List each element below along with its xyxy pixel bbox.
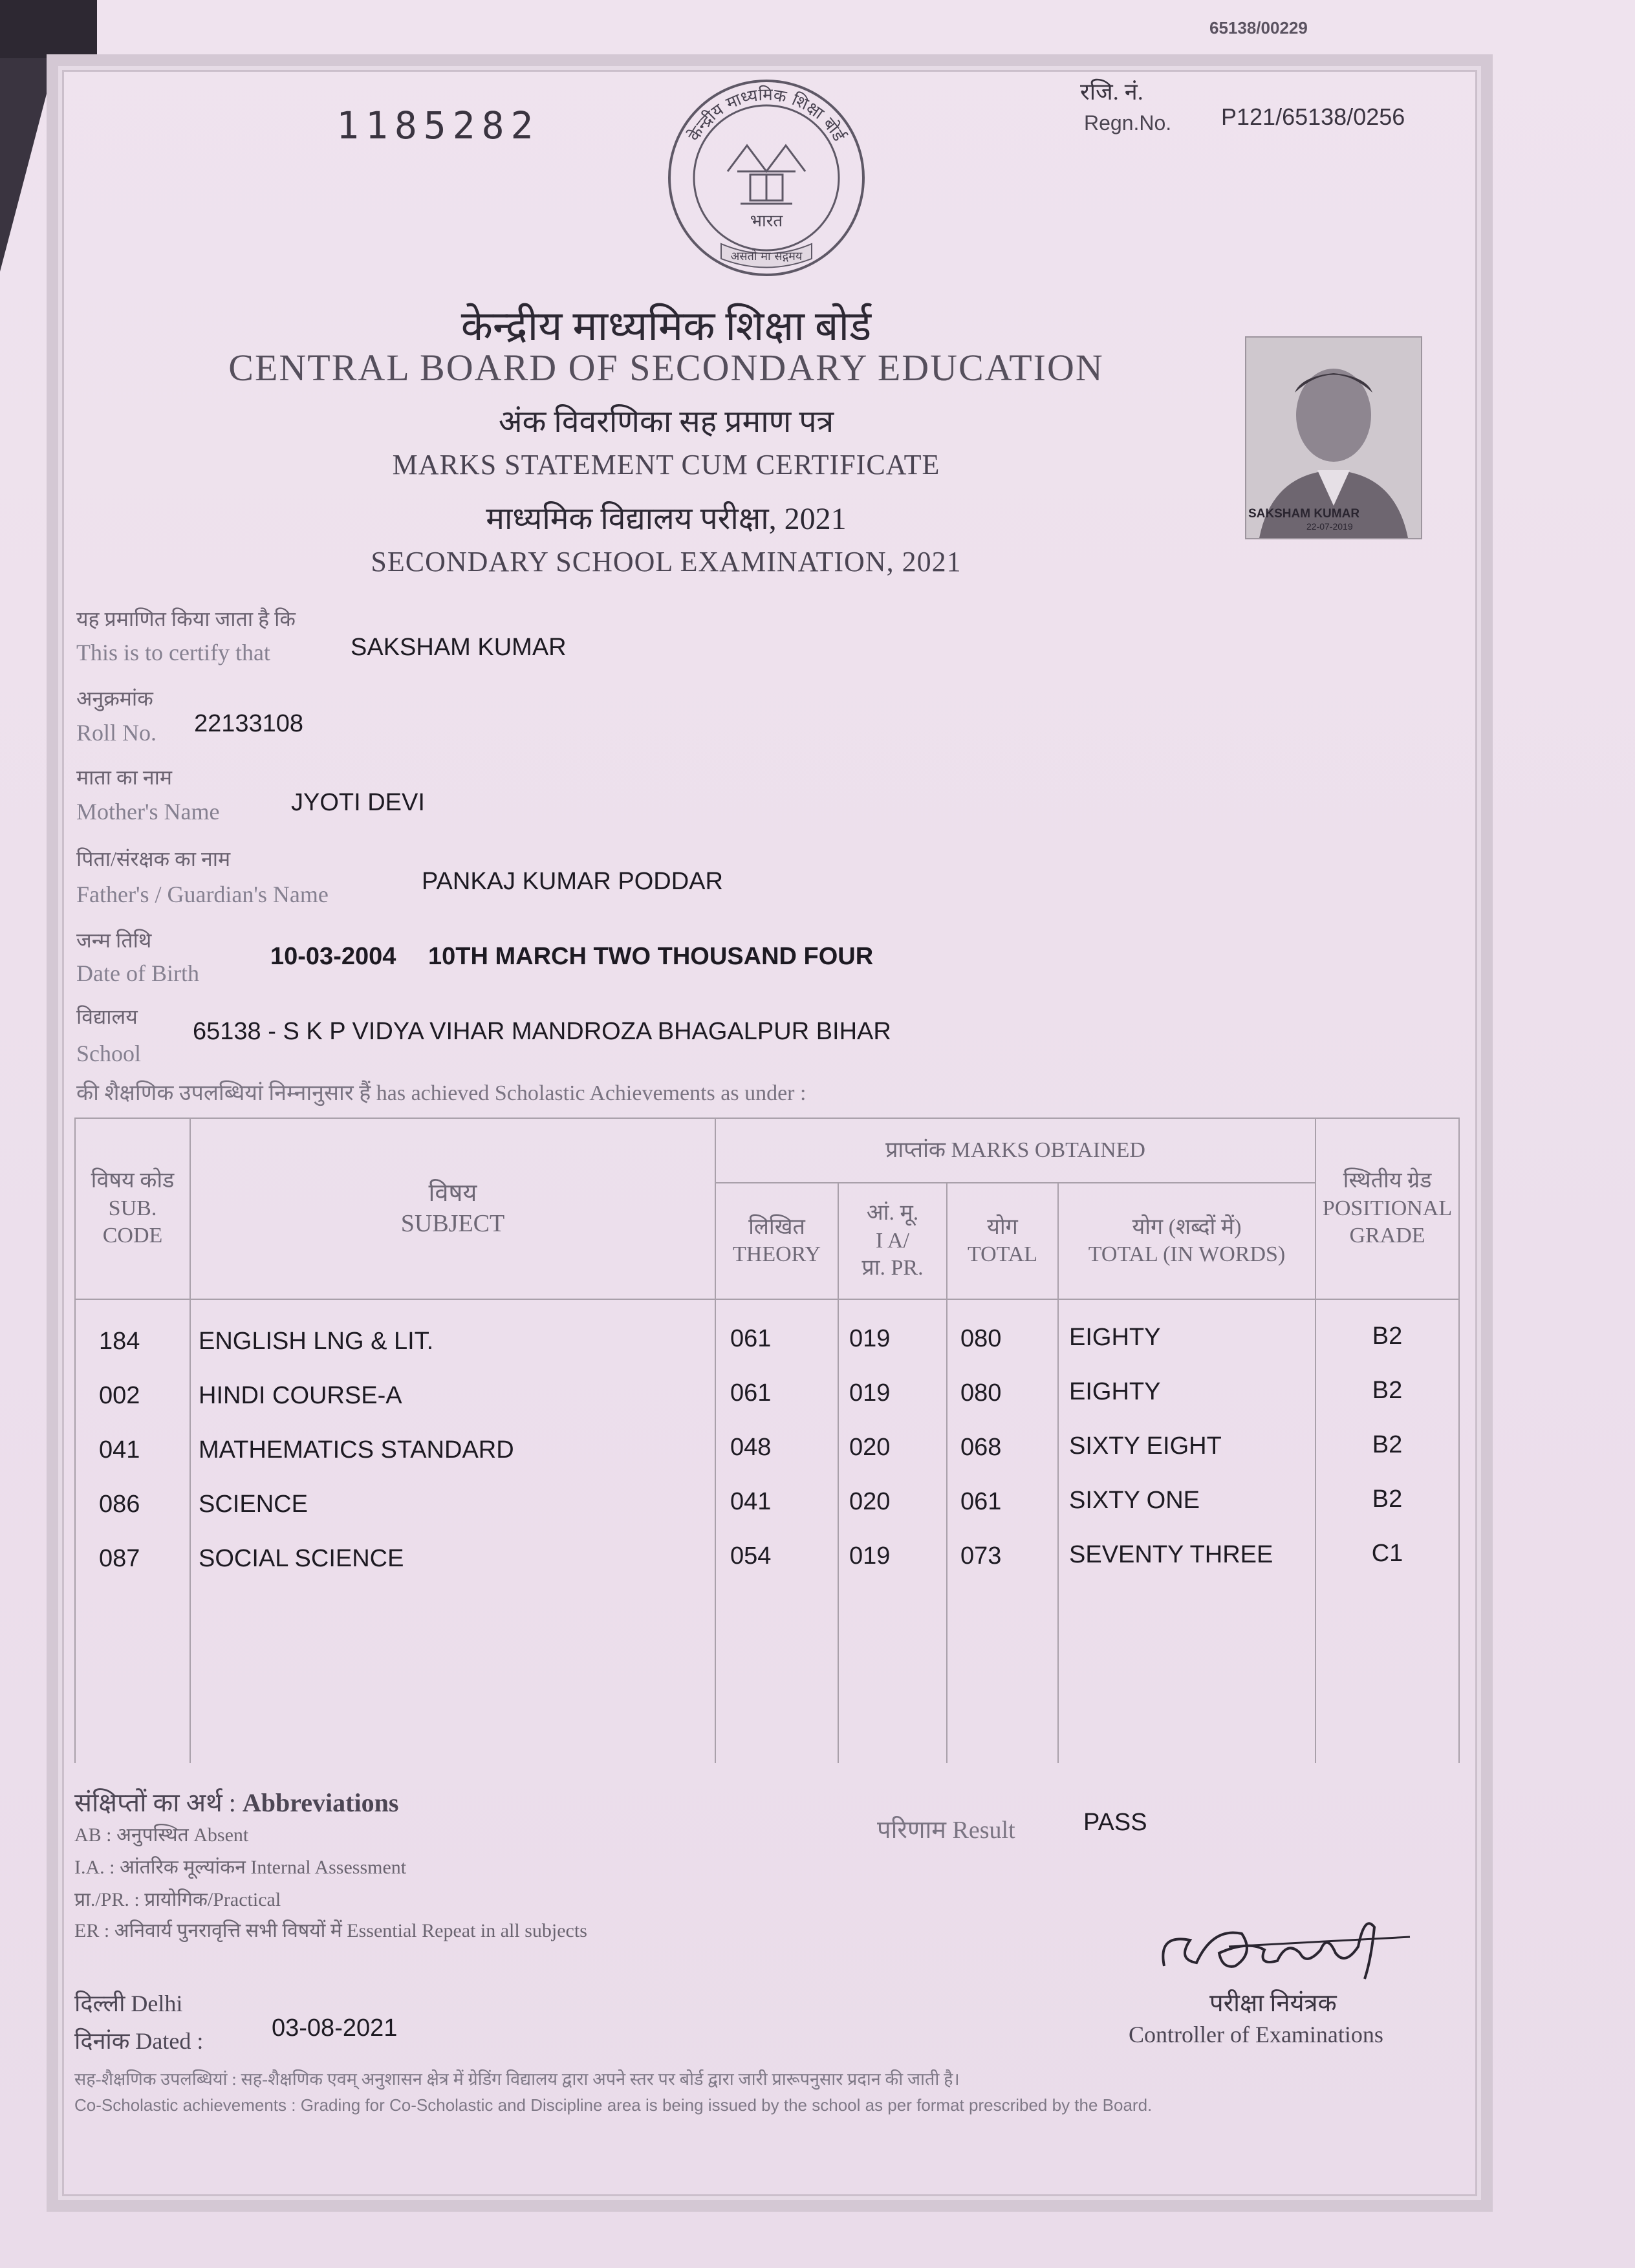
emblem-ribbon-text: असतो मा सद्गमय [730, 250, 803, 263]
serial-number: 1185282 [336, 103, 540, 147]
abbreviation-item: ER : अनिवार्य पुनरावृत्ति सभी विषयों में Essential Repeat in all subjects [74, 1920, 587, 1941]
row-code: 087 [99, 1545, 140, 1572]
row-ia: 019 [849, 1542, 891, 1570]
ia-column [838, 1299, 947, 1763]
col-header-code-en1: SUB. [108, 1196, 157, 1220]
row-total: 061 [960, 1488, 1002, 1515]
top-code: 65138/00229 [1209, 18, 1308, 38]
row-words: SIXTY EIGHT [1069, 1432, 1222, 1460]
code-column [75, 1299, 190, 1763]
school-label: School [76, 1041, 142, 1066]
col-header-marks-english: MARKS OBTAINED [951, 1138, 1145, 1162]
controller-signature-icon [1151, 1888, 1429, 1992]
regn-label: Regn.No. [1084, 111, 1172, 135]
achievements-intro [76, 1077, 806, 1107]
page-corner-dark [0, 0, 97, 58]
col-header-marks [715, 1118, 1316, 1183]
row-subject: ENGLISH LNG & LIT. [199, 1328, 434, 1355]
student-name: SAKSHAM KUMAR [351, 634, 567, 661]
row-subject: HINDI COURSE-A [199, 1382, 402, 1409]
col-header-theory-english: THEORY [733, 1242, 821, 1266]
col-header-total [947, 1183, 1058, 1299]
result-label-hindi: परिणाम [877, 1817, 947, 1844]
col-header-subject-english: SUBJECT [400, 1210, 505, 1237]
dated-label [74, 2024, 203, 2056]
father-name: PANKAJ KUMAR PODDAR [422, 868, 723, 895]
mother-label: Mother's Name [76, 799, 220, 825]
abbreviation-item: I.A. : आंतरिक मूल्यांकन Internal Assessment [74, 1857, 407, 1878]
row-code: 041 [99, 1436, 140, 1463]
col-header-ia-english: I A/ [876, 1228, 909, 1253]
col-header-words [1058, 1183, 1316, 1299]
result-label-english: Result [952, 1817, 1015, 1844]
exam-title: SECONDARY SCHOOL EXAMINATION, 2021 [371, 546, 962, 578]
footer-note: Co-Scholastic achievements : Grading for Co-Scholastic and Discipline area is being issued by the school as per format prescribed by the Board. [74, 2095, 1153, 2115]
col-header-grade-hindi: स्थितीय ग्रेड [1343, 1169, 1432, 1193]
roll-label: Roll No. [76, 720, 157, 746]
row-code: 086 [99, 1491, 140, 1518]
row-code: 002 [99, 1382, 140, 1409]
school-name: 65138 - S K P VIDYA VIHAR MANDROZA BHAGALPUR BIHAR [193, 1018, 891, 1045]
row-theory: 054 [730, 1542, 772, 1570]
board-title-hindi: केन्द्रीय माध्यमिक शिक्षा बोर्ड [460, 303, 872, 349]
row-ia: 020 [849, 1434, 891, 1461]
achievements-intro-hindi: की शैक्षणिक उपलब्धियां निम्नानुसार हैं [76, 1081, 371, 1105]
regn-label-hindi: रजि. नं. [1080, 79, 1143, 105]
document-title-hindi: अंक विवरणिका सह प्रमाण पत्र [498, 405, 834, 439]
mother-label-hindi: माता का नाम [76, 766, 173, 789]
col-header-words-hindi: योग (शब्दों में) [1132, 1215, 1242, 1239]
row-total: 068 [960, 1434, 1002, 1461]
document-title: MARKS STATEMENT CUM CERTIFICATE [392, 449, 940, 481]
abbreviations-title-english: Abbreviations [242, 1788, 399, 1817]
col-header-code-en2: CODE [102, 1224, 163, 1248]
abbreviation-item: प्रा./PR. : प्रायोगिक/Practical [74, 1889, 281, 1910]
col-header-subject [190, 1118, 715, 1299]
theory-column [715, 1299, 838, 1763]
dob-label: Date of Birth [76, 960, 199, 986]
row-grade: B2 [1372, 1431, 1403, 1458]
row-total: 073 [960, 1542, 1002, 1570]
place-hindi: दिल्ली [74, 1991, 125, 2016]
row-subject: MATHEMATICS STANDARD [199, 1436, 514, 1463]
row-ia: 019 [849, 1325, 891, 1352]
col-header-marks-hindi: प्राप्तांक [885, 1138, 946, 1162]
board-title: CENTRAL BOARD OF SECONDARY EDUCATION [228, 347, 1104, 389]
col-header-theory [715, 1183, 838, 1299]
emblem-bharat-text: भारत [750, 211, 783, 231]
dob-value: 10-03-2004 [270, 943, 396, 970]
exam-title-hindi: माध्यमिक विद्यालय परीक्षा, 2021 [486, 502, 847, 536]
controller-title: Controller of Examinations [1129, 2022, 1383, 2047]
row-words: SEVENTY THREE [1069, 1541, 1273, 1568]
row-grade: B2 [1372, 1377, 1403, 1404]
dob-words: 10TH MARCH TWO THOUSAND FOUR [428, 943, 874, 970]
certify-label-hindi: यह प्रमाणित किया जाता है कि [76, 607, 296, 631]
col-header-code-hindi: विषय कोड [91, 1169, 175, 1193]
achievements-intro-english: has achieved Scholastic Achievements as under : [376, 1081, 807, 1105]
col-header-subject-hindi: विषय [428, 1179, 477, 1207]
col-header-words-english: TOTAL (IN WORDS) [1088, 1242, 1286, 1266]
col-header-grade [1316, 1118, 1459, 1299]
col-header-grade-en1: POSITIONAL [1322, 1196, 1453, 1220]
row-subject: SOCIAL SCIENCE [199, 1545, 404, 1572]
total-column [947, 1299, 1058, 1763]
row-subject: SCIENCE [199, 1491, 308, 1518]
dated-hindi: दिनांक [74, 2028, 130, 2054]
col-header-theory-hindi: लिखित [748, 1215, 805, 1239]
father-label-hindi: पिता/संरक्षक का नाम [76, 847, 231, 870]
regn-number: P121/65138/0256 [1221, 103, 1405, 130]
col-header-total-hindi: योग [987, 1215, 1018, 1239]
abbreviations-title-hindi: संक्षिप्तों का अर्थ : [74, 1788, 236, 1817]
col-header-code [75, 1118, 190, 1299]
abbreviation-item: AB : अनुपस्थित Absent [74, 1824, 249, 1846]
dob-label-hindi: जन्म तिथि [76, 929, 152, 952]
col-header-ia-hindi: आं. मू. [866, 1201, 919, 1226]
dated-english: Dated : [135, 2028, 204, 2054]
father-label: Father's / Guardian's Name [76, 881, 329, 907]
roll-label-hindi: अनुक्रमांक [76, 687, 153, 710]
col-header-ia [838, 1183, 947, 1299]
col-header-ia-pr: प्रा. PR. [861, 1256, 924, 1280]
row-theory: 041 [730, 1488, 772, 1515]
row-grade: B2 [1372, 1323, 1403, 1350]
result-value: PASS [1083, 1809, 1147, 1836]
controller-title-hindi: परीक्षा नियंत्रक [1209, 1990, 1337, 2017]
marks-table [74, 1118, 1460, 1763]
row-words: EIGHTY [1069, 1378, 1161, 1405]
issue-date: 03-08-2021 [272, 2014, 398, 2042]
row-total: 080 [960, 1325, 1002, 1352]
row-theory: 048 [730, 1434, 772, 1461]
row-theory: 061 [730, 1379, 772, 1407]
result-label [877, 1812, 1015, 1846]
abbreviations-title [74, 1784, 398, 1819]
photo-caption: SAKSHAM KUMAR [1248, 507, 1360, 521]
roll-number: 22133108 [194, 710, 304, 737]
footer-note-hindi: सह-शैक्षणिक उपलब्धियां : सह-शैक्षणिक एवम् अनुशासन क्षेत्र में ग्रेडिंग विद्यालय द्वारा अपने स्तर पर बोर्ड द्वारा जारी प्रारूपनुसार प्रदान की जाती है। [74, 2069, 960, 2089]
emblem-arc-text: केन्द्रीय माध्यमिक शिक्षा बोर्ड [684, 85, 849, 145]
row-grade: B2 [1372, 1485, 1403, 1513]
row-code: 184 [99, 1328, 140, 1355]
mother-name: JYOTI DEVI [291, 789, 425, 816]
place-english: Delhi [131, 1991, 183, 2016]
row-theory: 061 [730, 1325, 772, 1352]
row-ia: 020 [849, 1488, 891, 1515]
row-total: 080 [960, 1379, 1002, 1407]
subject-column [190, 1299, 715, 1763]
grade-column [1316, 1299, 1459, 1763]
photo-date: 22-07-2019 [1306, 521, 1353, 532]
col-header-grade-en2: GRADE [1349, 1224, 1425, 1248]
row-words: EIGHTY [1069, 1324, 1161, 1351]
col-header-total-english: TOTAL [967, 1242, 1038, 1266]
cbse-emblem-icon [663, 74, 870, 281]
school-label-hindi: विद्यालय [76, 1005, 138, 1028]
row-ia: 019 [849, 1379, 891, 1407]
row-words: SIXTY ONE [1069, 1487, 1200, 1514]
words-column [1058, 1299, 1316, 1763]
certify-label: This is to certify that [76, 640, 270, 665]
place-label [74, 1987, 182, 2018]
row-grade: C1 [1371, 1540, 1403, 1567]
